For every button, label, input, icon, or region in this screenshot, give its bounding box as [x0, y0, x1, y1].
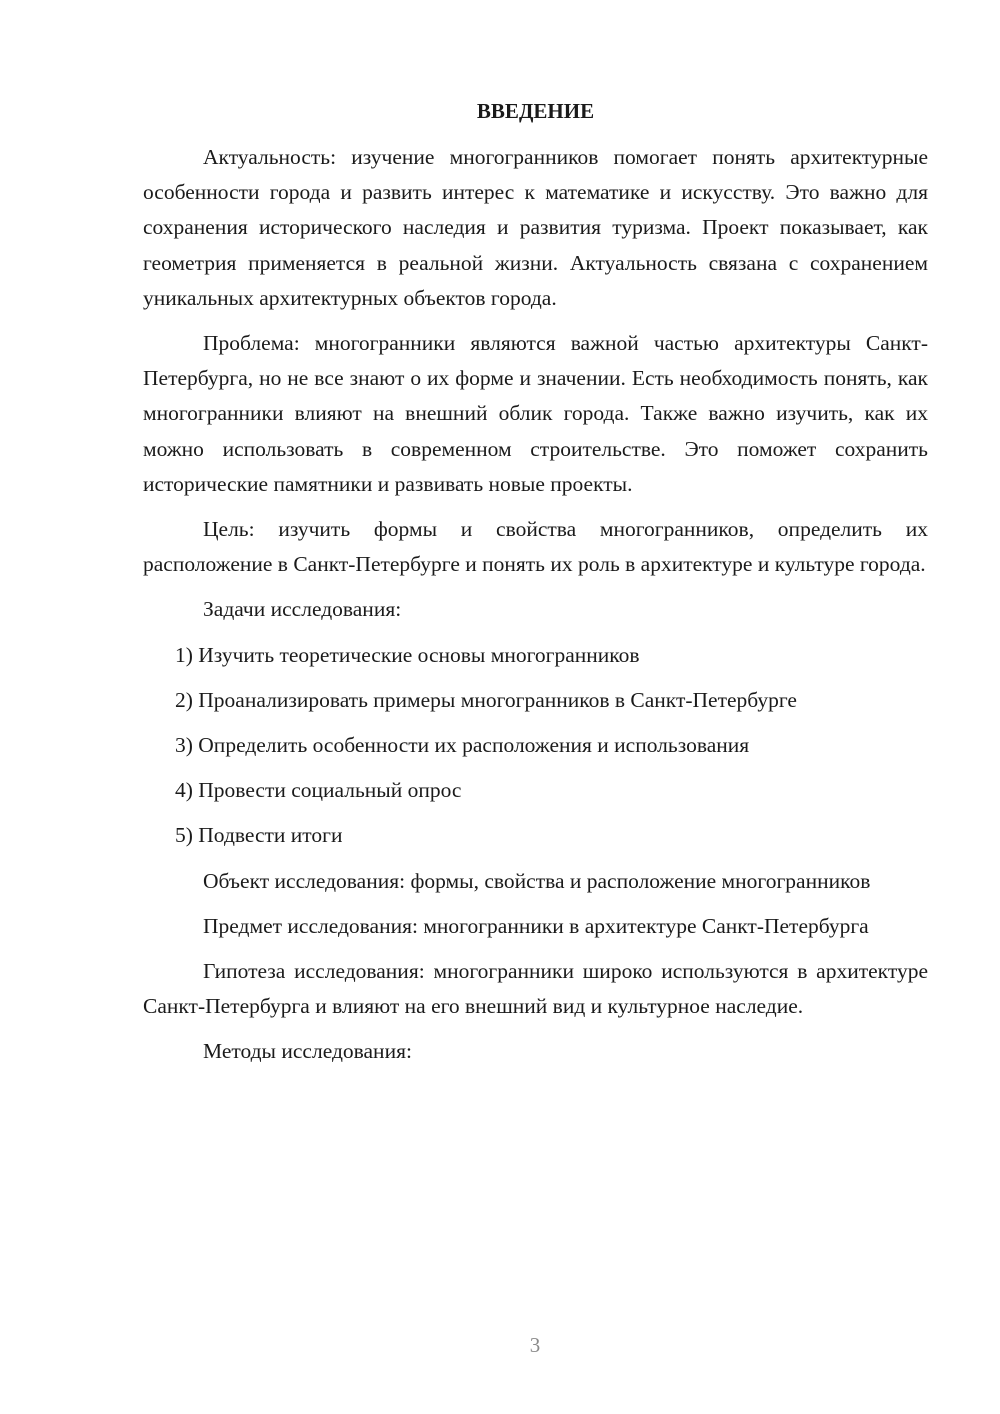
list-item: 3) Определить особенности их расположения и использования [175, 733, 750, 758]
page-number: 3 [529, 1333, 541, 1357]
problem-paragraph: Проблема: многогранники являются важной частью архитектуры Санкт-Петербурга, но не все знают о их форме и значении. Есть необходимость понять, как многогранники влияют на внешний облик города. Также важно изучить, как их можно использовать в современном строительстве. Это поможет сохранить исторические памятники и развивать новые проекты. [143, 331, 928, 496]
hypothesis-paragraph: Гипотеза исследования: многогранники широко используются в архитектуре Санкт-Петербурга и влияют на его внешний вид и культурное наследие. [143, 959, 928, 1019]
goal-paragraph: Цель: изучить формы и свойства многогранников, определить их расположение в Санкт-Петербурге и понять их роль в архитектуре и культуре города. [143, 517, 928, 577]
list-item: 1) Изучить теоретические основы многогранников [175, 642, 640, 667]
tasks-heading: Задачи исследования: [203, 597, 402, 622]
relevance-paragraph: Актуальность: изучение многогранников помогает понять архитектурные особенности города и развить интерес к математике и искусству. Это важно для сохранения исторического наследия и развития туризма. Проект показывает, как геометрия применяется в реальной жизни. Актуальность связана с сохранением уникальных архитектурных объектов города. [143, 145, 928, 310]
subject-paragraph: Предмет исследования: многогранники в архитектуре Санкт-Петербурга [203, 913, 869, 938]
document-page [143, 94, 928, 1080]
section-title: ВВЕДЕНИЕ [476, 99, 595, 123]
list-item: 2) Проанализировать примеры многогранников в Санкт-Петербурге [175, 687, 797, 712]
list-item: 5) Подвести итоги [175, 823, 343, 848]
list-item: 4) Провести социальный опрос [175, 778, 462, 803]
object-paragraph: Объект исследования: формы, свойства и расположение многогранников [203, 868, 871, 893]
methods-heading: Методы исследования: [203, 1039, 412, 1064]
tasks-list [175, 638, 928, 854]
